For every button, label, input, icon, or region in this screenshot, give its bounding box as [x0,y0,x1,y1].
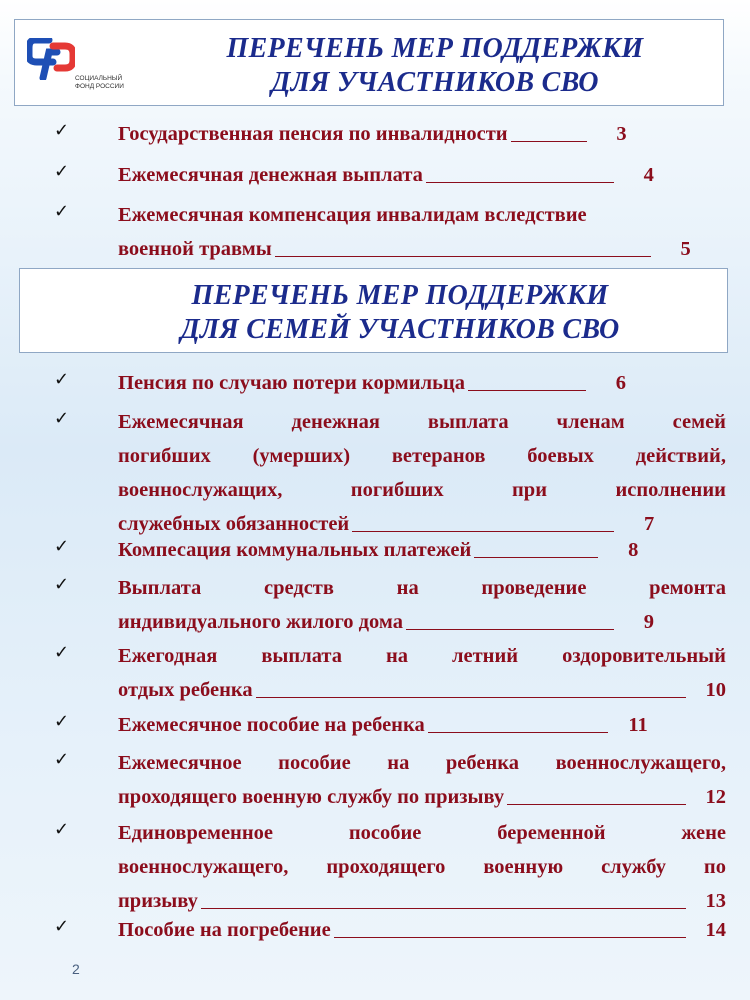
leader-line [352,531,614,532]
toc-item-label-line2: военной травмы [118,238,272,260]
toc-item-label-line1: Ежемесячная компенсация инвалидам вследствие [118,204,587,226]
logo-text [75,75,124,91]
check-icon: ✓ [54,408,70,429]
toc-page-number: 12 [705,786,726,808]
leader-line [334,937,686,938]
toc-page-number: 6 [615,372,626,394]
check-icon: ✓ [54,574,70,595]
toc-item-pregnant-wife-allowance[interactable] [118,816,726,918]
toc-item-label: Ежемесячное пособие на ребенка [118,714,425,736]
toc-page-number: 9 [643,611,654,633]
toc-item-disability-pension[interactable] [118,117,726,151]
leader-line [507,804,686,805]
toc-item-label: Пенсия по случаю потери кормильца [118,372,465,394]
toc-item-label-line2: военнослужащего, проходящего военную службу по [118,856,726,878]
sfr-logo [27,34,137,96]
toc-page-number: 11 [628,714,648,736]
check-icon: ✓ [54,369,70,390]
toc-page-number: 8 [628,539,639,561]
logo-text-line1: СОЦИАЛЬНЫЙ [75,75,123,82]
toc-item-label-line4: служебных обязанностей [118,513,350,535]
toc-page-number: 14 [705,919,726,941]
toc-item-label: Государственная пенсия по инвалидности [118,123,508,145]
leader-line [406,629,614,630]
logo-text-line2: ФОНД РОССИИ [75,83,124,90]
toc-item-funeral-allowance[interactable] [118,913,726,947]
toc-item-summer-holiday-payment[interactable] [118,639,726,707]
toc-item-label-line2: проходящего военную службу по призыву [118,786,505,808]
section1-title-line2: ДЛЯ УЧАСТНИКОВ СВО [271,67,599,98]
toc-item-military-injury-compensation[interactable] [118,198,726,266]
toc-item-label: Компесация коммунальных платежей [118,539,472,561]
header-box-participants [14,19,724,106]
leader-line [428,732,608,733]
check-icon: ✓ [54,120,70,141]
toc-page-number: 7 [644,513,655,535]
section1-title [165,32,705,100]
check-icon: ✓ [54,819,70,840]
leader-line [275,256,651,257]
header-box-families [19,268,728,353]
toc-item-family-monthly-payment[interactable] [118,405,726,541]
toc-item-label-line1: Ежемесячная денежная выплата членам семей [118,411,726,433]
toc-item-child-allowance[interactable] [118,708,726,742]
toc-item-label-line3: призыву [118,890,198,912]
toc-item-label-line1: Ежемесячное пособие на ребенка военнослужащего, [118,752,726,774]
leader-line [474,557,598,558]
leader-line [256,697,686,698]
toc-item-house-repair-payment[interactable] [118,571,726,639]
section2-title-line1: ПЕРЕЧЕНЬ МЕР ПОДДЕРЖКИ [191,280,609,311]
toc-item-label-line2: индивидуального жилого дома [118,611,403,633]
check-icon: ✓ [54,916,70,937]
toc-item-label-line1: Выплата средств на проведение ремонта [118,577,726,599]
section1-title-line1: ПЕРЕЧЕНЬ МЕР ПОДДЕРЖКИ [226,33,644,64]
toc-item-label: Пособие на погребение [118,919,331,941]
toc-page-number: 3 [616,123,627,145]
check-icon: ✓ [54,642,70,663]
toc-item-label-line1: Ежегодная выплата на летний оздоровительный [118,645,726,667]
toc-item-utility-compensation[interactable] [118,533,726,567]
toc-item-label: Ежемесячная денежная выплата [118,164,423,186]
toc-item-label-line1: Единовременное пособие беременной жене [118,822,726,844]
toc-item-monthly-payment[interactable] [118,158,726,192]
check-icon: ✓ [54,711,70,732]
toc-item-label-line3: военнослужащих, погибших при исполнении [118,479,726,501]
toc-item-survivor-pension[interactable] [118,366,726,400]
section2-title-line2: ДЛЯ СЕМЕЙ УЧАСТНИКОВ СВО [180,314,620,345]
check-icon: ✓ [54,536,70,557]
toc-page-number: 13 [705,890,726,912]
toc-page-number: 10 [705,679,726,701]
sfr-logo-icon [27,38,75,80]
toc-item-conscript-child-allowance[interactable] [118,746,726,814]
check-icon: ✓ [54,749,70,770]
leader-line [201,908,686,909]
toc-item-label-line2: отдых ребенка [118,679,253,701]
leader-line [426,182,614,183]
toc-page-number: 5 [680,238,691,260]
toc-page-number: 4 [643,164,654,186]
toc-item-label-line2: погибших (умерших) ветеранов боевых действий, [118,445,726,467]
leader-line [468,390,586,391]
page-number: 2 [72,961,80,977]
check-icon: ✓ [54,161,70,182]
leader-line [511,141,587,142]
check-icon: ✓ [54,201,70,222]
section2-title [130,279,670,347]
